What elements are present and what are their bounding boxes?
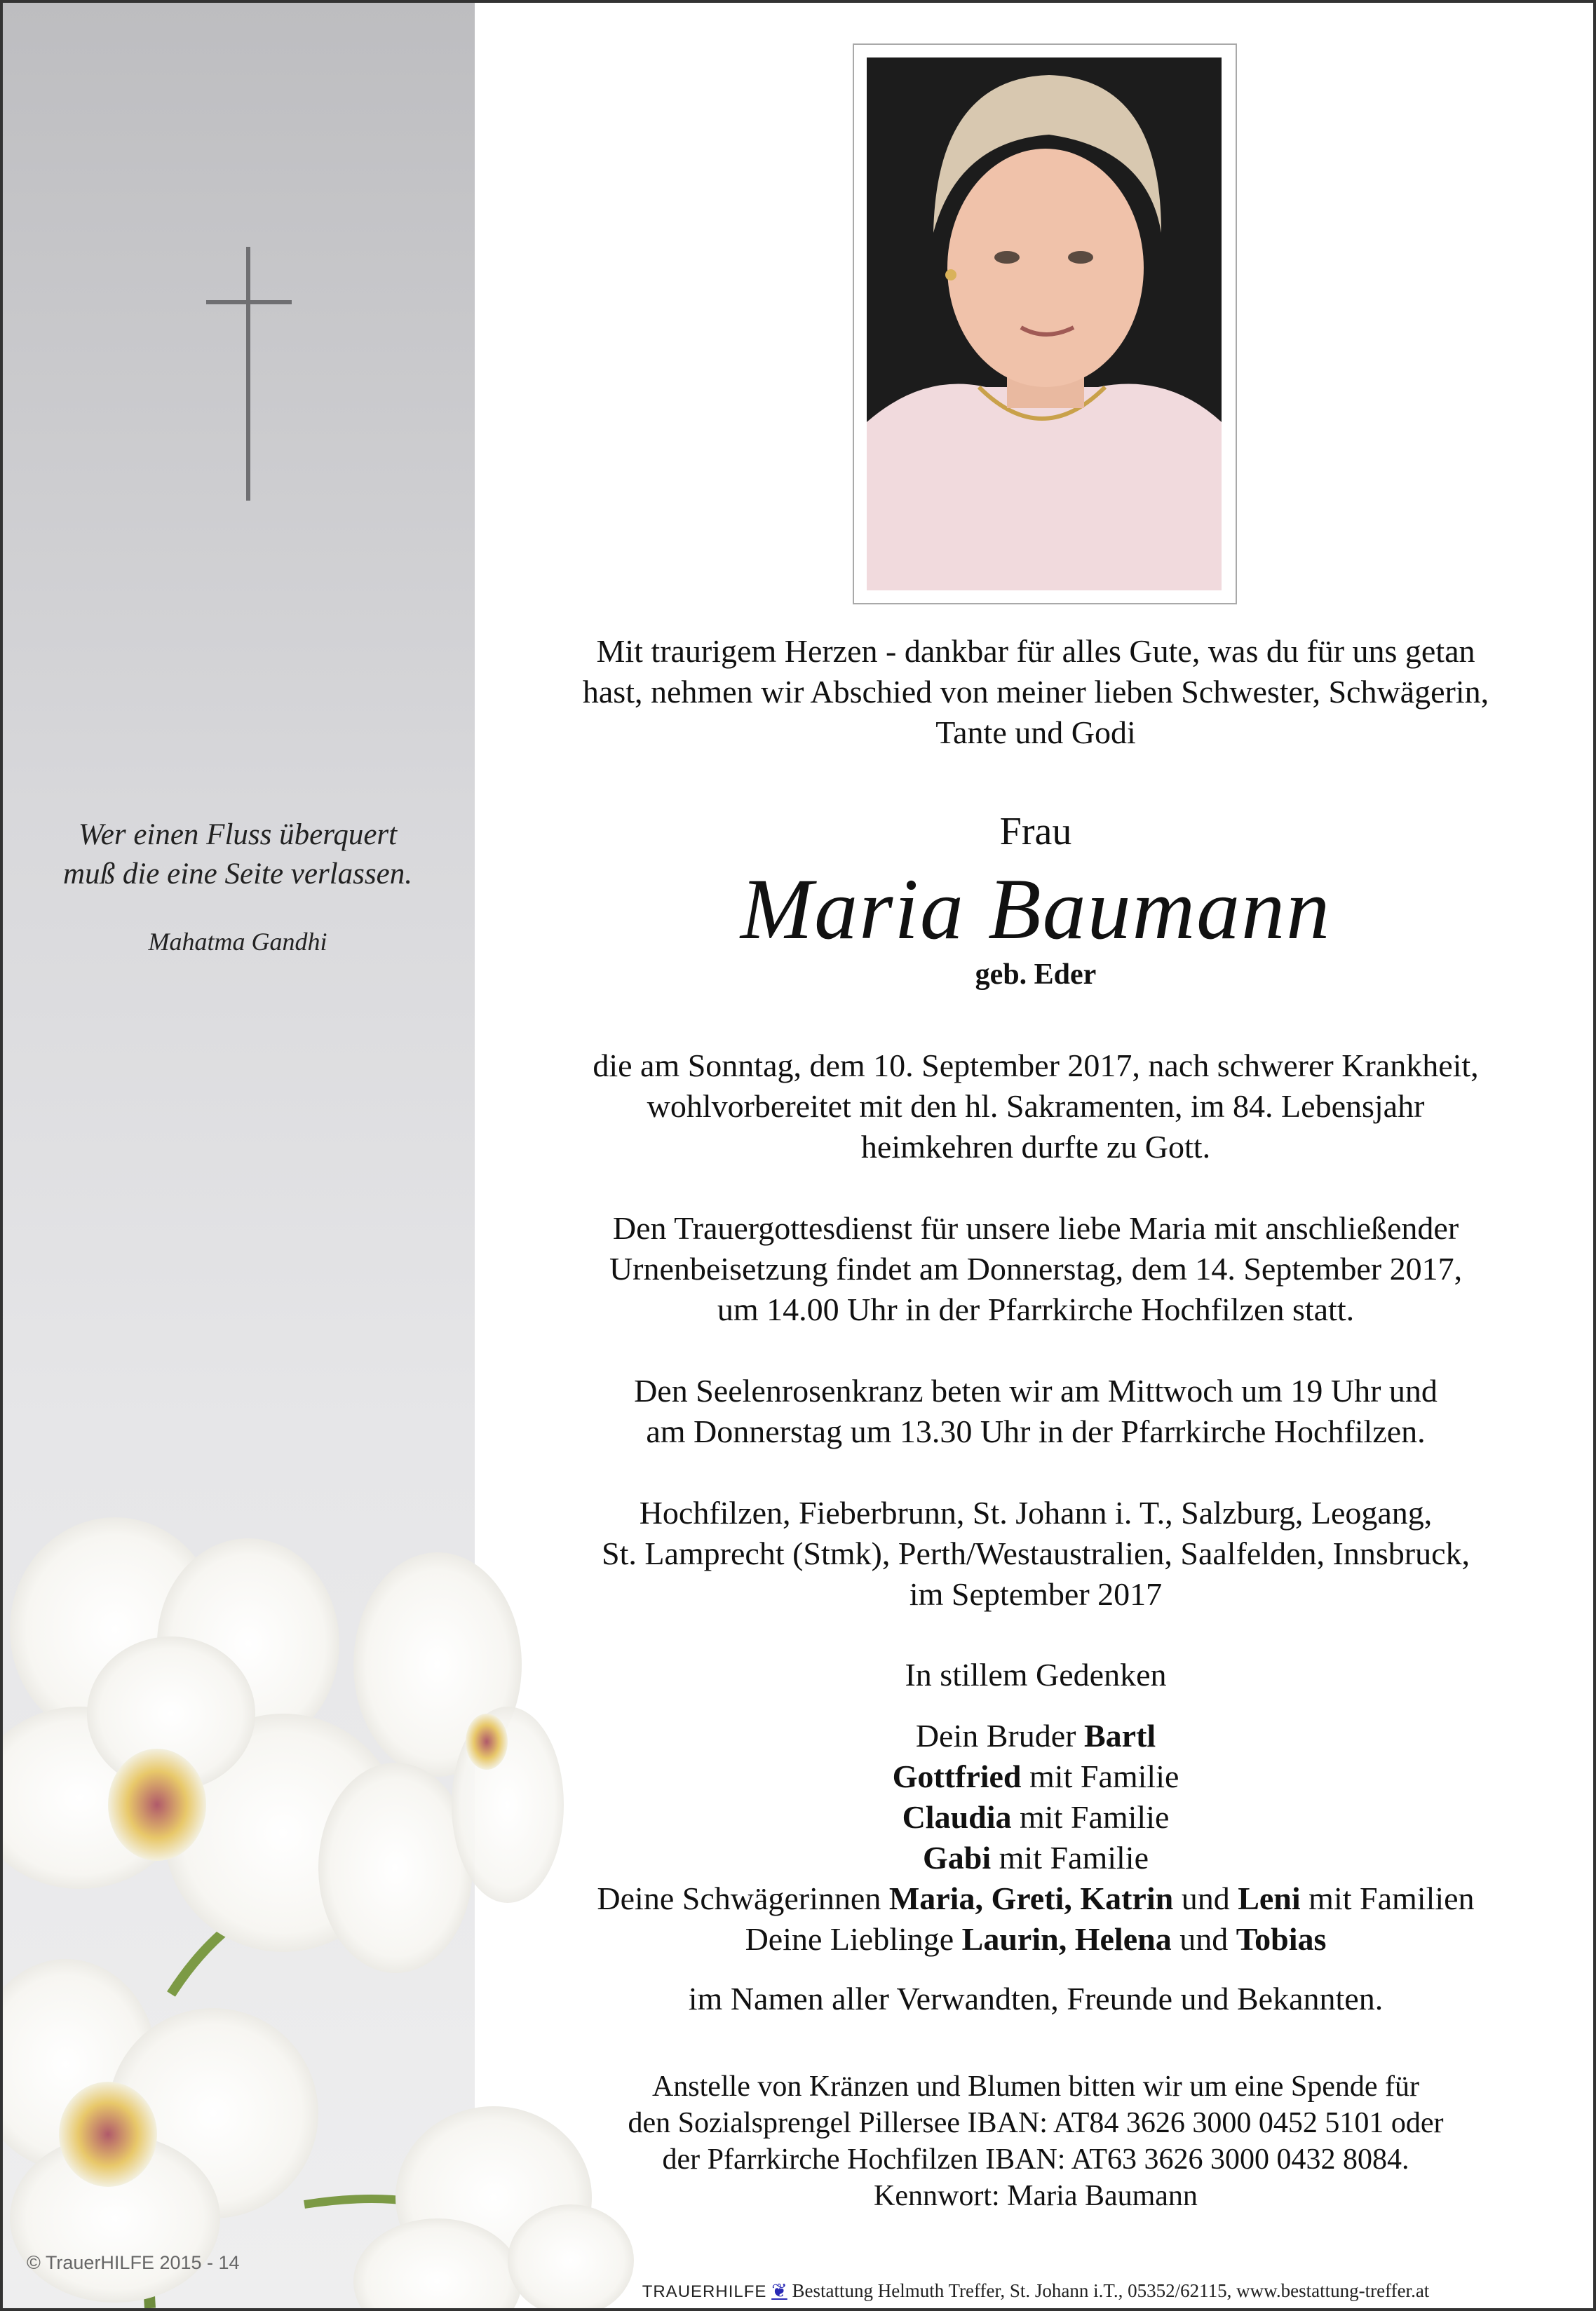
intro-line-3: Tante und Godi: [935, 714, 1136, 750]
death-notice-line-1: die am Sonntag, dem 10. September 2017, nach schwerer Krankheit,: [593, 1048, 1479, 1083]
footer-brand: TRAUERHILFE: [642, 2282, 767, 2301]
portrait-photo: [867, 57, 1222, 590]
donation-line-3: der Pfarrkirche Hochfilzen IBAN: AT63 3626 3000 0432 8084.: [662, 2143, 1409, 2176]
quote-line-2: muß die eine Seite verlassen.: [63, 858, 412, 890]
intro-line-1: Mit traurigem Herzen - dankbar für alles Gute, was du für uns getan: [596, 633, 1475, 669]
salutation: Frau: [999, 810, 1072, 853]
funeral-line-2: Urnenbeisetzung findet am Donnerstag, dem 14. September 2017,: [609, 1251, 1463, 1287]
death-notice-line-3: heimkehren durfte zu Gott.: [860, 1129, 1211, 1165]
mourner-line-5: Deine Schwägerinnen Maria, Greti, Katrin und Leni mit Familien: [597, 1880, 1475, 1916]
rosary-line-1: Den Seelenrosenkranz beten wir am Mittwoch um 19 Uhr und: [634, 1373, 1438, 1409]
donation-line-2: den Sozialsprengel Pillersee IBAN: AT84 3626 3000 0452 5101 oder: [628, 2107, 1444, 2139]
donation-line-4: Kennwort: Maria Baumann: [874, 2180, 1198, 2212]
funeral-line-1: Den Trauergottesdienst für unsere liebe Maria mit anschließender: [612, 1210, 1459, 1246]
intro-text: [475, 631, 1596, 753]
mourner-line-3: Claudia mit Familie: [902, 1799, 1170, 1835]
places-date: [475, 1493, 1596, 1615]
places-line-1: Hochfilzen, Fieberbrunn, St. Johann i. T., Salzburg, Leogang,: [639, 1495, 1433, 1531]
mourner-line-6: Deine Lieblinge Laurin, Helena und Tobias: [745, 1921, 1327, 1957]
footer: [475, 2280, 1596, 2302]
cross-icon: [206, 247, 292, 501]
death-notice-line-2: wohlvorbereitet mit den hl. Sakramenten, im 84. Lebensjahr: [647, 1088, 1425, 1124]
intro-line-2: hast, nehmen wir Abschied von meiner lieben Schwester, Schwägerin,: [582, 674, 1489, 710]
places-line-2: St. Lamprecht (Stmk), Perth/Westaustralien, Saalfelden, Innsbruck,: [602, 1536, 1470, 1571]
donation-line-1: Anstelle von Kränzen und Blumen bitten wir um eine Spende für: [651, 2071, 1420, 2103]
mourners-list: [475, 1716, 1596, 1960]
feather-logo-icon[interactable]: ❦: [771, 2280, 787, 2301]
deceased-name: Maria Baumann: [740, 861, 1332, 957]
memory-heading: In stillem Gedenken: [905, 1657, 1167, 1693]
quote-author: Mahatma Gandhi: [148, 928, 327, 956]
portrait-frame: [853, 43, 1237, 604]
footer-text: Bestattung Helmuth Treffer, St. Johann i.T., 05352/62115, www.bestattung-treffer.at: [787, 2280, 1430, 2301]
funeral-info: [475, 1208, 1596, 1330]
mourner-line-1: Dein Bruder Bartl: [915, 1718, 1156, 1754]
quote-block: [17, 818, 459, 972]
donation-request: [475, 2068, 1596, 2214]
rosary-line-2: am Donnerstag um 13.30 Uhr in der Pfarrkirche Hochfilzen.: [646, 1414, 1426, 1449]
birth-name: geb. Eder: [975, 958, 1097, 991]
copyright-text: © TrauerHILFE 2015 - 14: [27, 2252, 240, 2273]
death-notice: [475, 1045, 1596, 1167]
funeral-line-3: um 14.00 Uhr in der Pfarrkirche Hochfilzen statt.: [717, 1292, 1355, 1327]
closing-line: im Namen aller Verwandten, Freunde und Bekannten.: [688, 1981, 1384, 2017]
mourner-line-4: Gabi mit Familie: [922, 1840, 1149, 1876]
rosary-info: [475, 1371, 1596, 1452]
mourner-line-2: Gottfried mit Familie: [892, 1758, 1179, 1794]
quote-line-1: Wer einen Fluss überquert: [78, 818, 398, 851]
places-line-3: im September 2017: [909, 1576, 1163, 1612]
portrait-illustration: [867, 57, 1222, 590]
